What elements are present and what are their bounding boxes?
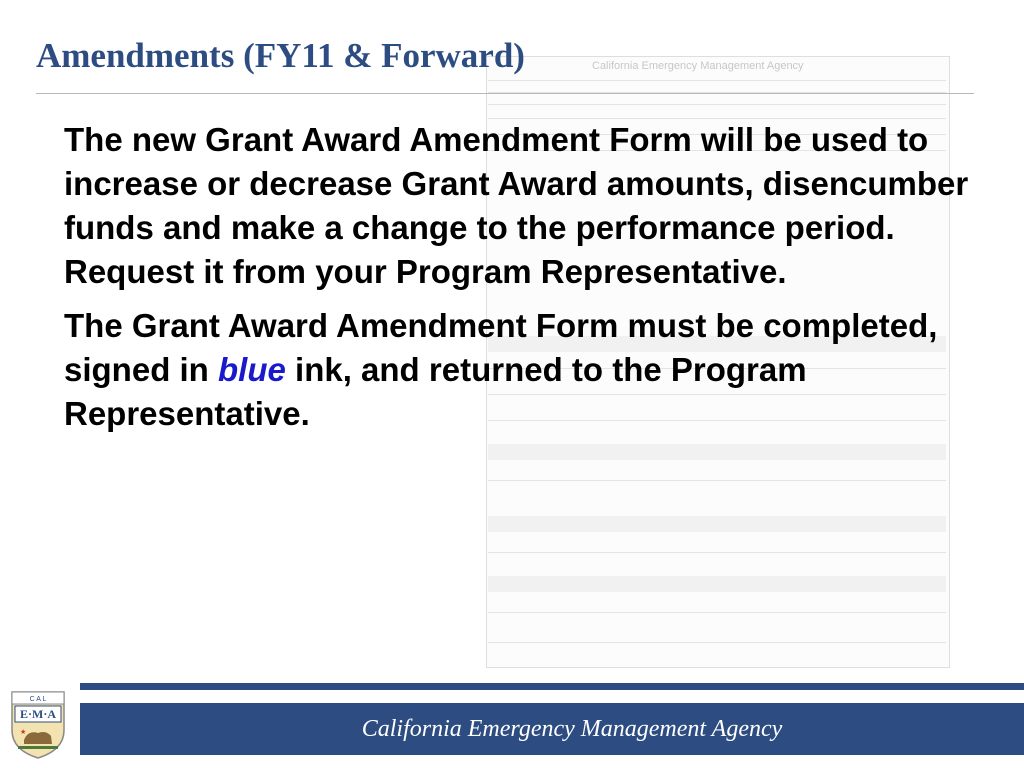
form-line [488,480,946,481]
form-section-band [488,576,946,592]
paragraph-amendment-purpose: The new Grant Award Amendment Form will be used to increase or decrease Grant Award amounts, disencumber funds and make a change to the performance period. Request it from your Program Representative. [64,121,969,290]
form-line [488,104,946,105]
form-line [488,612,946,613]
instruction-text-end: ink, and returned to the Program Representative. [64,351,807,432]
slide-title: Amendments (FY11 & Forward) [36,36,525,75]
star-icon: ★ [20,729,27,736]
form-line [488,642,946,643]
instruction-text-start: The Grant Award Amendment Form must be completed, signed in [64,307,938,388]
footer-accent-bar [80,683,1024,690]
form-line [488,552,946,553]
grass-strip [18,746,58,749]
title-divider [36,93,974,94]
emphasis-blue-word: blue [218,351,286,388]
footer-agency-name: California Emergency Management Agency [361,715,783,742]
slide-body [64,118,994,436]
form-heading: California Emergency Management Agency [592,60,804,72]
cal-ema-logo [8,686,68,760]
form-section-band [488,444,946,460]
logo-main-text: E·M·A [20,707,56,721]
logo-top-text: C A L [29,696,47,703]
form-section-band [488,516,946,532]
form-line [488,80,946,81]
footer-bar [80,703,1024,755]
paragraph-amendment-instructions [64,304,994,436]
